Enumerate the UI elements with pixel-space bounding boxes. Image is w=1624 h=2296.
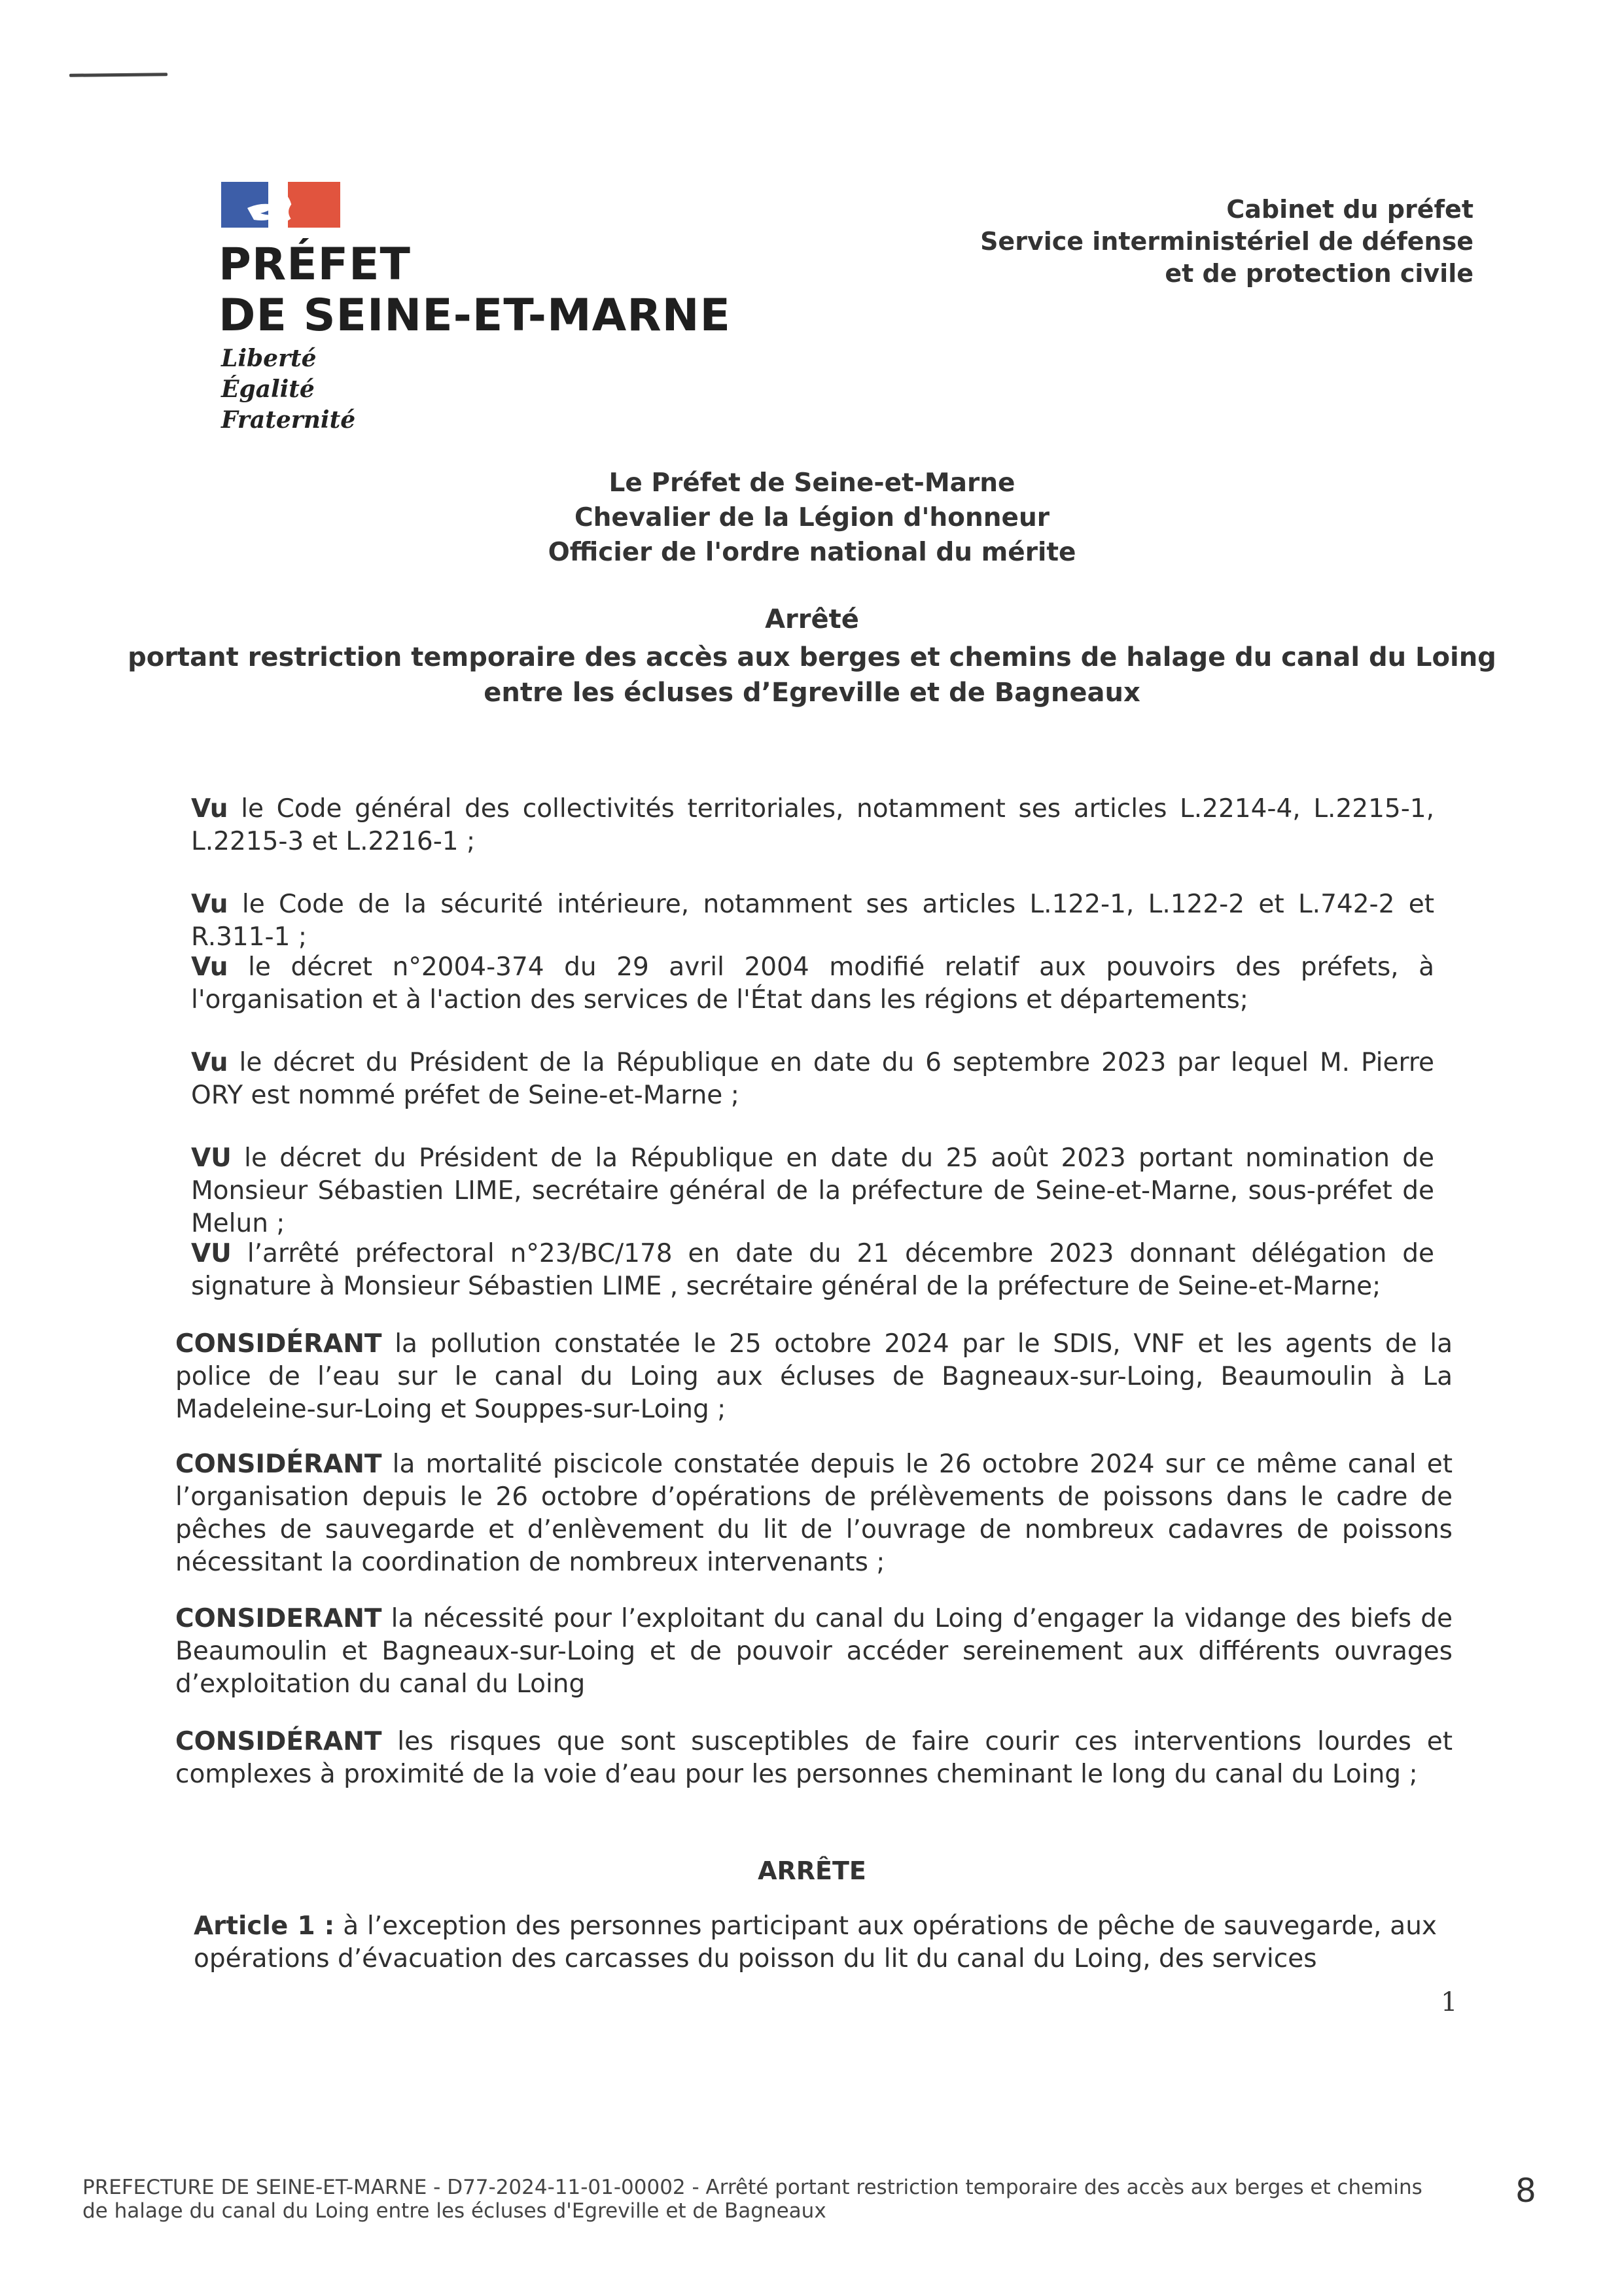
- visa-text: le décret du Président de la République en date du 6 septembre 2023 par lequel M. Pierre ORY est nommé préfet de Seine-et-Marne ;: [191, 1048, 1434, 1110]
- logo-line-1: PRÉFET: [219, 239, 411, 290]
- prefet-title-2: Chevalier de la Légion d'honneur: [574, 503, 1050, 532]
- issuing-service: [980, 194, 1474, 290]
- considerant-paragraph: [175, 1603, 1453, 1701]
- considerant-text: la nécessité pour l’exploitant du canal du Loing d’engager la vidange des biefs de Beaumoulin et Bagneaux-sur-Loing et de pouvoir accéder sereinement aux différents ouvrages d’exploitation du canal du Loing: [175, 1604, 1453, 1699]
- considerant-paragraph: [175, 1448, 1453, 1579]
- considerant-text: la mortalité piscicole constatée depuis le 26 octobre 2024 sur ce même canal et l’organisation depuis le 26 octobre d’opérations de prélèvements de poissons dans le cadre de pêches de sauvegarde et d’enlèvement du lit de l’ouvrage de nombreux cadavres de poissons nécessitant la coordination de nombreux intervenants ;: [175, 1450, 1453, 1577]
- visa-paragraph: [191, 1047, 1434, 1112]
- prefecture-logo-text: [219, 239, 731, 341]
- arrete-label: Arrêté: [765, 604, 859, 635]
- considerant-keyword: CONSIDÉRANT: [175, 1727, 382, 1756]
- motto-liberte: Liberté: [221, 345, 317, 372]
- visa-text: le Code général des collectivités territoriales, notamment ses articles L.2214-4, L.2215-1, L.2215-3 et L.2216-1 ;: [191, 794, 1434, 856]
- cabinet-line-2: Service interministériel de défense: [980, 227, 1474, 256]
- visa-paragraph: [191, 888, 1434, 954]
- considerant-keyword: CONSIDÉRANT: [175, 1329, 382, 1359]
- footer-page-number: 8: [1515, 2172, 1536, 2210]
- logo-line-2: DE SEINE-ET-MARNE: [219, 290, 731, 341]
- visa-keyword: Vu: [191, 794, 228, 824]
- footer-reference: PREFECTURE DE SEINE-ET-MARNE - D77-2024-11-01-00002 - Arrêté portant restriction temporaire des accès aux berges et chemins de halage du canal du Loing entre les écluses d'Egreville et de Bagneaux: [82, 2176, 1422, 2223]
- visa-keyword: VU: [191, 1143, 232, 1173]
- prefet-title-3: Officier de l'ordre national du mérite: [548, 538, 1076, 567]
- visa-text: le décret du Président de la République en date du 25 août 2023 portant nomination de Monsieur Sébastien LIME, secrétaire général de la préfecture de Seine-et-Marne, sous-préfet de Melun ;: [191, 1143, 1434, 1238]
- republic-motto: [221, 343, 355, 436]
- visa-text: l’arrêté préfectoral n°23/BC/178 en date du 21 décembre 2023 donnant délégation de signature à Monsieur Sébastien LIME , secrétaire général de la préfecture de Seine-et-Marne;: [191, 1239, 1434, 1301]
- visa-keyword: Vu: [191, 1048, 228, 1077]
- article-1-paragraph: [194, 1910, 1437, 1975]
- considerant-keyword: CONSIDERANT: [175, 1604, 382, 1633]
- considerant-keyword: CONSIDÉRANT: [175, 1450, 382, 1479]
- page-number: 1: [1441, 1987, 1458, 2017]
- arrete-subject-line-2: entre les écluses d’Egreville et de Bagneaux: [484, 678, 1140, 708]
- arrete-heading: [0, 602, 1624, 710]
- visa-keyword: VU: [191, 1239, 232, 1268]
- article-1-text: à l’exception des personnes participant aux opérations de pêche de sauvegarde, aux opérations d’évacuation des carcasses du poisson du lit du canal du Loing, des services: [194, 1911, 1437, 1974]
- visa-paragraph: [191, 1238, 1434, 1303]
- considerant-paragraph: [175, 1328, 1453, 1426]
- motto-egalite: Égalité: [221, 375, 315, 403]
- considerant-paragraph: [175, 1726, 1453, 1791]
- scan-artifact-line: [69, 73, 168, 77]
- visa-keyword: Vu: [191, 890, 228, 919]
- marianne-logo-icon: [221, 182, 340, 228]
- decision-heading: ARRÊTE: [758, 1856, 866, 1885]
- visa-keyword: Vu: [191, 952, 228, 982]
- visa-text: le Code de la sécurité intérieure, notamment ses articles L.122-1, L.122-2 et L.742-2 et R.311-1 ;: [191, 890, 1434, 952]
- visa-text: le décret n°2004-374 du 29 avril 2004 modifié relatif aux pouvoirs des préfets, à l'organisation et à l'action des services de l'État dans les régions et départements;: [191, 952, 1434, 1015]
- visa-paragraph: [191, 951, 1434, 1017]
- visa-paragraph: [191, 793, 1434, 858]
- visa-paragraph: [191, 1142, 1434, 1240]
- prefet-title-1: Le Préfet de Seine-et-Marne: [609, 468, 1015, 498]
- cabinet-line-1: Cabinet du préfet: [1226, 195, 1474, 224]
- article-1-label: Article 1 :: [194, 1911, 335, 1941]
- cabinet-line-3: et de protection civile: [1165, 259, 1474, 288]
- motto-fraternite: Fraternité: [221, 406, 356, 434]
- arrete-subject-line-1: portant restriction temporaire des accès aux berges et chemins de halage du canal du Loing: [128, 642, 1496, 672]
- considerant-text: la pollution constatée le 25 octobre 2024 par le SDIS, VNF et les agents de la police de l’eau sur le canal du Loing aux écluses de Bagneaux-sur-Loing, Beaumoulin à La Madeleine-sur-Loing et Souppes-sur-Loing ;: [175, 1329, 1453, 1424]
- prefet-titles: [0, 466, 1624, 570]
- considerant-text: les risques que sont susceptibles de faire courir ces interventions lourdes et complexes à proximité de la voie d’eau pour les personnes cheminant le long du canal du Loing ;: [175, 1727, 1453, 1789]
